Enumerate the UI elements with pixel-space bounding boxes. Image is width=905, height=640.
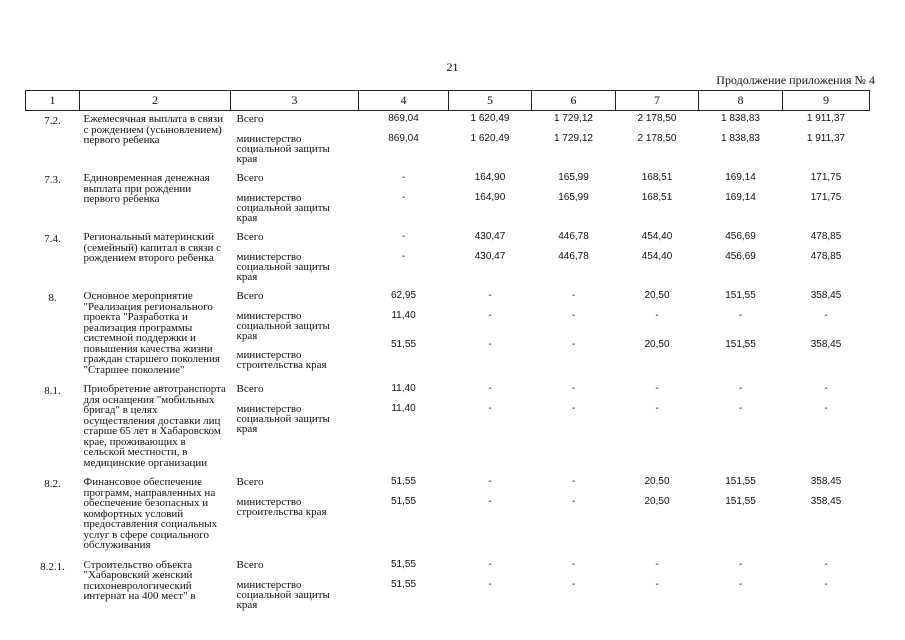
column-header: 8 bbox=[699, 91, 783, 111]
value-cell bbox=[532, 557, 616, 616]
value: 456,69 bbox=[725, 231, 756, 242]
value: - bbox=[571, 383, 576, 394]
value-cell bbox=[449, 111, 532, 171]
value: 51,55 bbox=[390, 476, 417, 487]
value-cell bbox=[699, 288, 783, 381]
value-cell bbox=[532, 170, 616, 229]
value: - bbox=[655, 578, 659, 590]
value: 358,45 bbox=[810, 476, 842, 487]
value: - bbox=[655, 403, 659, 414]
value: 358,45 bbox=[810, 339, 842, 350]
value: 446,78 bbox=[558, 231, 589, 242]
value-cell bbox=[616, 288, 699, 381]
value: 2 178,50 bbox=[637, 133, 677, 144]
value: 1 911,37 bbox=[806, 133, 846, 144]
value: 11,40 bbox=[391, 383, 416, 394]
activity-name: Региональный материнский (семейный) капитал в связи с рождением второго ребенка bbox=[83, 231, 222, 264]
executor-cell bbox=[231, 229, 359, 288]
executor-label: Всего bbox=[236, 231, 264, 243]
row-number: 7.4. bbox=[44, 233, 61, 245]
value-cell bbox=[699, 557, 783, 616]
value-cell bbox=[783, 474, 870, 557]
value: 1 911,37 bbox=[806, 113, 846, 124]
value: - bbox=[738, 578, 743, 590]
value-cell bbox=[532, 474, 616, 557]
value-cell bbox=[699, 381, 783, 474]
value-cell bbox=[532, 381, 616, 474]
value: 171,75 bbox=[810, 172, 842, 183]
value: - bbox=[488, 290, 492, 301]
executor-cell bbox=[231, 557, 359, 616]
value: - bbox=[488, 476, 492, 487]
table-row bbox=[26, 170, 870, 229]
value: - bbox=[571, 339, 576, 350]
value-cell bbox=[699, 474, 783, 557]
value: 151,55 bbox=[725, 290, 756, 301]
value: 164,90 bbox=[474, 192, 506, 203]
executor-label: Всего bbox=[236, 172, 264, 184]
executor-cell bbox=[231, 170, 359, 229]
value-cell bbox=[532, 288, 616, 381]
table-row bbox=[26, 474, 870, 557]
activity-name: Единовременная денежная выплата при рождении первого ребенка bbox=[83, 172, 210, 205]
value: - bbox=[571, 496, 576, 507]
value: 478,85 bbox=[810, 231, 842, 242]
value: - bbox=[824, 403, 828, 414]
value: - bbox=[824, 558, 828, 570]
value-cell bbox=[359, 111, 449, 171]
value: 1 729,12 bbox=[554, 113, 593, 124]
executor-label: министерство строительства края bbox=[236, 349, 327, 371]
value: - bbox=[488, 310, 492, 321]
table-row bbox=[26, 288, 870, 381]
value-cell bbox=[616, 474, 699, 557]
executor-cell bbox=[231, 111, 359, 171]
executor-label: Всего bbox=[236, 113, 264, 125]
value-cell bbox=[359, 381, 449, 474]
value-cell bbox=[699, 111, 783, 171]
value: - bbox=[824, 578, 828, 590]
executor-label: министерство социальной защиты края bbox=[236, 192, 330, 224]
value: - bbox=[571, 476, 576, 487]
value: - bbox=[824, 383, 828, 394]
value-cell bbox=[359, 557, 449, 616]
value-cell bbox=[616, 557, 699, 616]
value: - bbox=[488, 403, 492, 414]
value: 869,04 bbox=[388, 113, 419, 124]
activity-name: Ежемесячная выплата в связи с рождением (усыновлением) первого ребенка bbox=[83, 113, 224, 146]
value: 169,14 bbox=[725, 172, 756, 183]
value: 1 838,83 bbox=[721, 113, 760, 124]
value: 456,69 bbox=[725, 251, 756, 262]
value: 1 838,83 bbox=[721, 133, 760, 144]
value-cell bbox=[783, 229, 870, 288]
value: - bbox=[488, 383, 492, 394]
value: 430,47 bbox=[474, 251, 506, 262]
column-header: 9 bbox=[783, 91, 870, 111]
header-row bbox=[26, 91, 870, 111]
value: - bbox=[571, 310, 576, 321]
value: - bbox=[655, 310, 659, 321]
value: 51,55 bbox=[390, 496, 417, 507]
activity-name: Строительство объекта "Хабаровский женский психоневрологический интернат на 400 мест" в bbox=[83, 558, 196, 602]
column-header: 3 bbox=[231, 91, 359, 111]
value-cell bbox=[532, 229, 616, 288]
executor-label: министерство социальной защиты края bbox=[236, 251, 330, 283]
value: 430,47 bbox=[474, 231, 506, 242]
value: 446,78 bbox=[558, 251, 589, 262]
value: - bbox=[488, 558, 492, 570]
value-cell bbox=[616, 170, 699, 229]
executor-label: Всего bbox=[236, 476, 264, 488]
value-cell bbox=[449, 474, 532, 557]
value: - bbox=[824, 310, 828, 321]
value: 151,55 bbox=[725, 339, 756, 350]
value: - bbox=[488, 578, 492, 590]
column-header: 2 bbox=[80, 91, 231, 111]
column-header: 5 bbox=[449, 91, 532, 111]
value-cell bbox=[699, 229, 783, 288]
table-row bbox=[26, 111, 870, 171]
value: - bbox=[488, 496, 492, 507]
table-body bbox=[26, 111, 870, 616]
value: 20,50 bbox=[644, 339, 670, 350]
value: - bbox=[738, 403, 743, 414]
row-number: 8.1. bbox=[44, 385, 61, 397]
value: 62,95 bbox=[390, 290, 417, 301]
row-number: 7.3. bbox=[44, 174, 61, 186]
value-cell bbox=[783, 381, 870, 474]
value: 168,51 bbox=[641, 172, 673, 183]
column-header: 4 bbox=[359, 91, 449, 111]
value: 164,90 bbox=[474, 172, 506, 183]
value-cell bbox=[783, 288, 870, 381]
value: 454,40 bbox=[641, 231, 673, 242]
value: - bbox=[401, 251, 406, 262]
value-cell bbox=[359, 229, 449, 288]
activity-name: Приобретение автотранспорта для оснащения "мобильных бригад" в целях осуществления доставки лиц старше 65 лет в Хабаровском крае, проживающих в сельской местности, в медицинские организации bbox=[83, 383, 226, 469]
executor-label: министерство социальной защиты края bbox=[236, 133, 330, 165]
executor-label: Всего bbox=[236, 383, 264, 395]
value: 20,50 bbox=[644, 496, 670, 507]
value: - bbox=[401, 172, 406, 183]
executor-label: Всего bbox=[236, 290, 264, 302]
value-cell bbox=[449, 557, 532, 616]
value: 1 620,49 bbox=[470, 133, 510, 144]
value: - bbox=[488, 339, 492, 350]
table-row bbox=[26, 557, 870, 616]
executor-cell bbox=[231, 474, 359, 557]
value: - bbox=[571, 558, 576, 570]
value: 11,40 bbox=[391, 403, 416, 414]
row-number: 8.2.1. bbox=[40, 560, 65, 573]
value-cell bbox=[449, 288, 532, 381]
value-cell bbox=[699, 170, 783, 229]
value: 151,55 bbox=[725, 496, 756, 507]
value: 51,55 bbox=[390, 578, 417, 590]
value-cell bbox=[359, 474, 449, 557]
value: 358,45 bbox=[810, 290, 842, 301]
page-number: 21 bbox=[446, 60, 459, 74]
value-cell bbox=[616, 111, 699, 171]
value-cell bbox=[616, 229, 699, 288]
row-number: 8.2. bbox=[44, 478, 61, 490]
value: 151,55 bbox=[725, 476, 756, 487]
column-header: 7 bbox=[616, 91, 699, 111]
value-cell bbox=[783, 170, 870, 229]
value: - bbox=[655, 558, 659, 570]
executor-label: министерство социальной защиты края bbox=[236, 403, 330, 435]
value-cell bbox=[359, 288, 449, 381]
value: 20,50 bbox=[644, 290, 670, 301]
value: 1 620,49 bbox=[470, 113, 510, 124]
value-cell bbox=[783, 557, 870, 616]
value-cell bbox=[532, 111, 616, 171]
table-row bbox=[26, 229, 870, 288]
executor-label: министерство социальной защиты края bbox=[236, 578, 330, 611]
row-number: 7.2. bbox=[44, 115, 61, 127]
executor-cell bbox=[231, 288, 359, 381]
value-cell bbox=[616, 381, 699, 474]
value: - bbox=[738, 310, 743, 321]
value: 2 178,50 bbox=[637, 113, 677, 124]
value: 358,45 bbox=[810, 496, 842, 507]
column-header: 6 bbox=[532, 91, 616, 111]
value: - bbox=[655, 383, 659, 394]
value: - bbox=[738, 558, 743, 570]
value: 478,85 bbox=[810, 251, 842, 262]
value: 51,55 bbox=[390, 558, 417, 570]
value: 169,14 bbox=[725, 192, 756, 203]
value-cell bbox=[449, 170, 532, 229]
value: - bbox=[401, 231, 406, 242]
value: 869,04 bbox=[388, 133, 419, 144]
value: 1 729,12 bbox=[554, 133, 593, 144]
value: - bbox=[571, 403, 576, 414]
executor-label: министерство социальной защиты края bbox=[236, 310, 330, 342]
activity-name: Основное мероприятие "Реализация регионального проекта "Разработка и реализация программы системной поддержки и повышения качества жизни граждан старшего поколения "Старшее поколение" bbox=[83, 290, 220, 376]
value: - bbox=[571, 578, 576, 590]
row-number: 8. bbox=[48, 292, 57, 304]
value-cell bbox=[359, 170, 449, 229]
appendix-table bbox=[25, 90, 870, 616]
value: - bbox=[571, 290, 576, 301]
column-header: 1 bbox=[26, 91, 80, 111]
value-cell bbox=[449, 229, 532, 288]
activity-name: Финансовое обеспечение программ, направленных на обеспечение безопасных и комфортных условий предоставления социальных услуг в сфере социального обслуживания bbox=[83, 476, 218, 551]
value-cell bbox=[449, 381, 532, 474]
value: 454,40 bbox=[641, 251, 673, 262]
continuation-note: Продолжение приложения № 4 bbox=[716, 73, 875, 87]
value: 165,99 bbox=[558, 172, 589, 183]
table-row bbox=[26, 381, 870, 474]
executor-cell bbox=[231, 381, 359, 474]
value: - bbox=[738, 383, 743, 394]
value: 168,51 bbox=[641, 192, 673, 203]
value: 20,50 bbox=[644, 476, 670, 487]
value: 11,40 bbox=[391, 310, 416, 321]
executor-label: Всего bbox=[236, 558, 264, 571]
value: 171,75 bbox=[810, 192, 842, 203]
value-cell bbox=[783, 111, 870, 171]
executor-label: министерство строительства края bbox=[236, 496, 327, 518]
value: 51,55 bbox=[390, 339, 417, 350]
value: - bbox=[401, 192, 406, 203]
value: 165,99 bbox=[558, 192, 589, 203]
